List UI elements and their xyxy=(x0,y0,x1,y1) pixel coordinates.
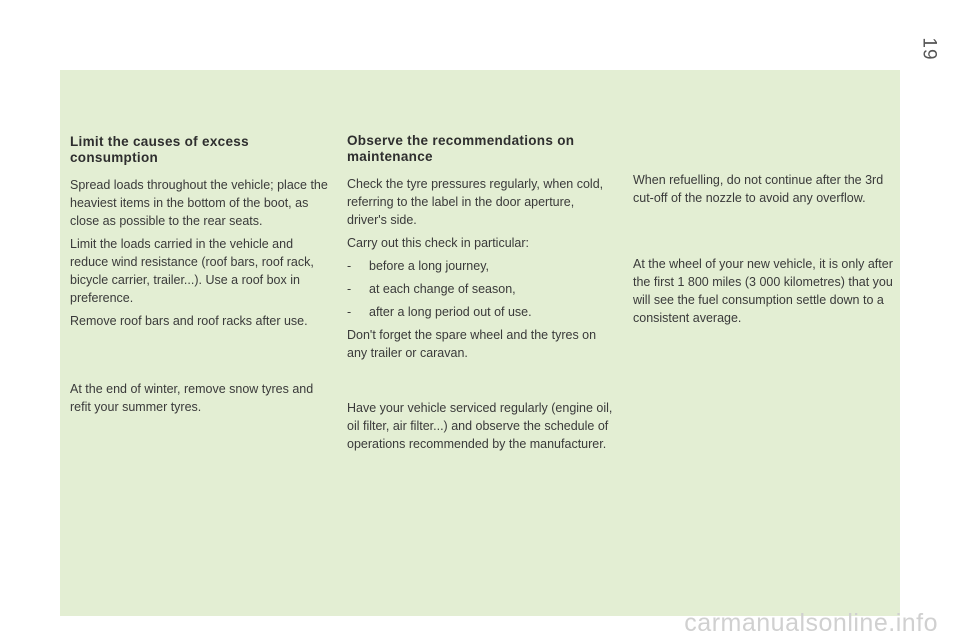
list-item xyxy=(347,280,612,298)
heading-excess-consumption: Limit the causes of excess consumption xyxy=(70,134,249,165)
paragraph-limit-loads: Limit the loads carried in the vehicle and reduce wind resistance (roof bars, roof rack, bicycle carrier, trailer...). Use a roof box in preference. xyxy=(70,237,314,305)
list-item-text: at each change of season, xyxy=(369,282,516,296)
list-item xyxy=(347,303,612,321)
list-item xyxy=(347,257,612,275)
paragraph-spread-loads: Spread loads throughout the vehicle; place the heaviest items in the bottom of the boot, as close as possible to the rear seats. xyxy=(70,178,328,228)
paragraph-refuelling: When refuelling, do not continue after the 3rd cut-off of the nozzle to avoid any overflow. xyxy=(633,173,884,205)
column-excess-consumption xyxy=(70,134,332,335)
column-winter-tyres xyxy=(70,380,332,421)
dash-bullet: - xyxy=(347,282,352,296)
list-item-text: after a long period out of use. xyxy=(369,305,532,319)
paragraph-servicing: Have your vehicle serviced regularly (engine oil, oil filter, air filter...) and observe the schedule of operations recommended by the manufacturer. xyxy=(347,401,613,451)
dash-bullet: - xyxy=(347,259,352,273)
column-maintenance xyxy=(347,133,612,367)
paragraph-winter-tyres: At the end of winter, remove snow tyres and refit your summer tyres. xyxy=(70,382,314,414)
paragraph-new-vehicle: At the wheel of your new vehicle, it is only after the first 1 800 miles (3 000 kilometres) that you will see the fuel consumption settle down to a consistent average. xyxy=(633,257,893,325)
heading-maintenance: Observe the recommendations on maintenance xyxy=(347,133,575,164)
column-new-vehicle xyxy=(633,255,895,332)
paragraph-tyre-pressures: Check the tyre pressures regularly, when cold, referring to the label in the door aperture, driver's side. xyxy=(347,177,604,227)
column-refuelling xyxy=(633,171,895,212)
paragraph-remove-roof-bars: Remove roof bars and roof racks after use. xyxy=(70,314,308,328)
list-item-text: before a long journey, xyxy=(369,259,489,273)
page-number: 19 xyxy=(918,37,940,61)
dash-bullet: - xyxy=(347,305,352,319)
watermark: carmanualsonline.info xyxy=(684,609,938,637)
paragraph-spare-wheel: Don't forget the spare wheel and the tyres on any trailer or caravan. xyxy=(347,328,597,360)
paragraph-check-lead: Carry out this check in particular: xyxy=(347,236,530,250)
column-servicing xyxy=(347,399,622,458)
